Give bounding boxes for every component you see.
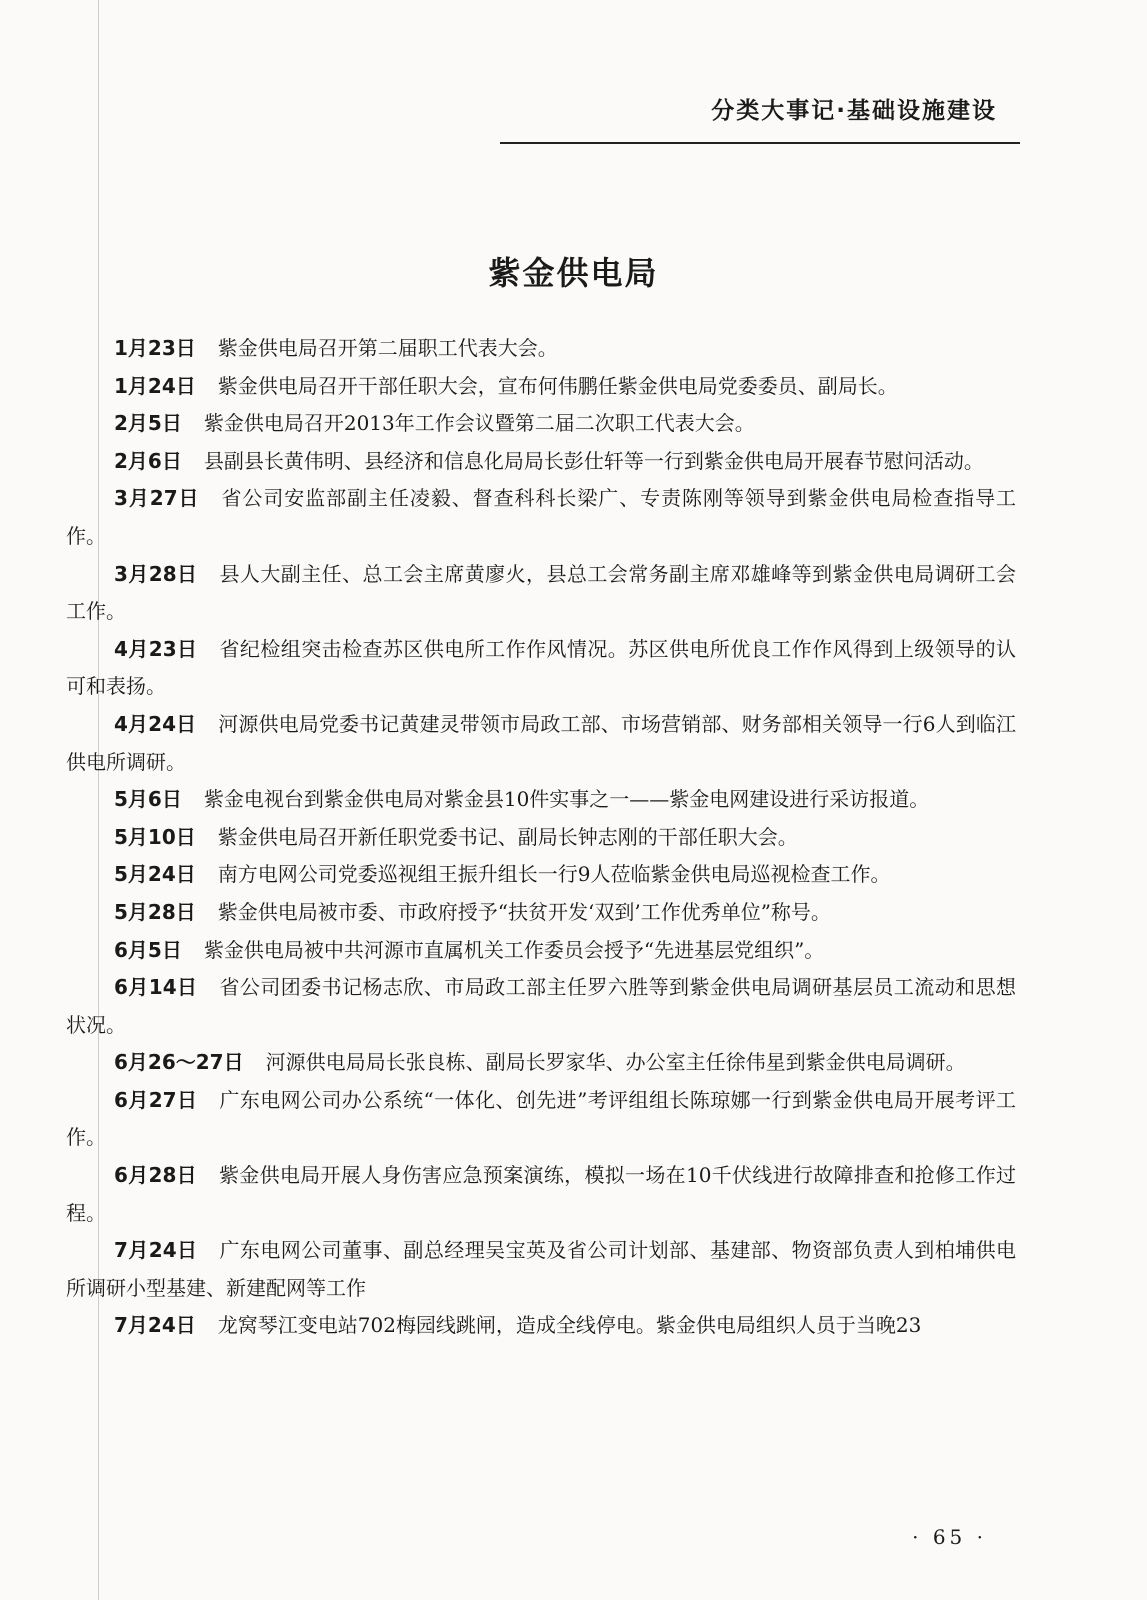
- event-date: 4月23日: [114, 636, 198, 661]
- event-entry: [66, 405, 1016, 443]
- event-text: 省公司安监部副主任凌毅、督查科科长梁广、专责陈刚等领导到紫金供电局检查指导工作。: [66, 486, 1017, 548]
- event-text: 紫金供电局召开2013年工作会议暨第二届二次职工代表大会。: [203, 411, 755, 436]
- event-date: 6月27日: [114, 1087, 198, 1112]
- event-date: 6月26～27日: [114, 1050, 244, 1075]
- event-text: 县人大副主任、总工会主席黄廖火，县总工会常务副主席邓雄峰等到紫金供电局调研工会工作。: [66, 561, 1017, 624]
- event-text: 紫金供电局召开第二届职工代表大会。: [217, 336, 558, 360]
- event-date: 7月24日: [114, 1238, 198, 1263]
- page-title: 紫金供电局: [488, 254, 659, 292]
- event-entry: [66, 706, 1016, 781]
- event-entry: [66, 368, 1016, 406]
- event-text: 河源供电局局长张良栋、副局长罗家华、办公室主任徐伟星到紫金供电局调研。: [265, 1050, 966, 1075]
- event-date: 2月6日: [114, 448, 182, 473]
- event-entry: [66, 856, 1016, 894]
- event-date: 1月23日: [114, 336, 196, 360]
- event-text: 省纪检组突击检查苏区供电所工作作风情况。苏区供电所优良工作作风得到上级领导的认可和表扬。: [66, 636, 1017, 699]
- event-date: 2月5日: [114, 411, 182, 436]
- event-entry: [66, 1307, 1016, 1345]
- event-entry: [66, 932, 1016, 970]
- event-date: 6月28日: [114, 1163, 197, 1188]
- event-text: 紫金电视台到紫金供电局对紫金县10件实事之一——紫金电网建设进行采访报道。: [203, 787, 930, 812]
- event-list: [66, 330, 1016, 1345]
- event-date: 6月14日: [114, 975, 198, 1000]
- event-entry: [66, 819, 1016, 857]
- event-date: 3月28日: [114, 561, 198, 586]
- event-date: 7月24日: [114, 1313, 196, 1338]
- event-entry: [66, 781, 1016, 819]
- event-text: 龙窝琴江变电站702梅园线跳闸，造成全线停电。紫金供电局组织人员于当晚23: [217, 1313, 922, 1338]
- event-text: 河源供电局党委书记黄建灵带领市局政工部、市场营销部、财务部相关领导一行6人到临江供电所调研。: [66, 711, 1016, 774]
- event-text: 省公司团委书记杨志欣、市局政工部主任罗六胜等到紫金供电局调研基层员工流动和思想状况。: [66, 975, 1017, 1037]
- event-text: 紫金供电局开展人身伤害应急预案演练，模拟一场在10千伏线进行故障排查和抢修工作过程。: [66, 1163, 1016, 1225]
- event-date: 3月27日: [114, 486, 200, 511]
- event-entry: [66, 1044, 1016, 1082]
- event-entry: [66, 631, 1016, 706]
- event-text: 县副县长黄伟明、县经济和信息化局局长彭仕轩等一行到紫金供电局开展春节慰问活动。: [203, 448, 984, 473]
- event-text: 紫金供电局被中共河源市直属机关工作委员会授予“先进基层党组织”。: [203, 937, 825, 962]
- event-entry: [66, 1157, 1016, 1232]
- running-head: 分类大事记·基础设施建设: [711, 98, 997, 124]
- event-entry: [66, 1082, 1016, 1157]
- page-number: · 65 ·: [912, 1525, 987, 1549]
- event-text: 南方电网公司党委巡视组王振升组长一行9人莅临紫金供电局巡视检查工作。: [217, 862, 891, 887]
- event-entry: [66, 969, 1016, 1044]
- event-date: 5月10日: [114, 824, 196, 849]
- event-date: 1月24日: [114, 373, 196, 398]
- header-rule: [500, 142, 1020, 144]
- event-date: 4月24日: [114, 711, 197, 736]
- event-entry: [66, 443, 1016, 481]
- event-text: 紫金供电局召开新任职党委书记、副局长钟志刚的干部任职大会。: [217, 824, 798, 849]
- event-date: 5月28日: [114, 899, 196, 924]
- event-entry: [66, 556, 1016, 631]
- event-entry: [66, 330, 1016, 368]
- event-text: 紫金供电局召开干部任职大会，宣布何伟鹏任紫金供电局党委委员、副局长。: [217, 373, 898, 398]
- event-text: 广东电网公司办公系统“一体化、创先进”考评组组长陈琼娜一行到紫金供电局开展考评工作。: [66, 1087, 1016, 1150]
- event-entry: [66, 894, 1016, 932]
- event-entry: [66, 480, 1016, 555]
- event-date: 5月24日: [114, 862, 196, 887]
- event-text: 紫金供电局被市委、市政府授予“扶贫开发‘双到’工作优秀单位”称号。: [217, 899, 831, 924]
- event-entry: [66, 1232, 1016, 1307]
- event-text: 广东电网公司董事、副总经理吴宝英及省公司计划部、基建部、物资部负责人到柏埔供电所调研小型基建、新建配网等工作: [66, 1238, 1017, 1300]
- event-date: 5月6日: [114, 787, 182, 812]
- event-date: 6月5日: [114, 937, 182, 962]
